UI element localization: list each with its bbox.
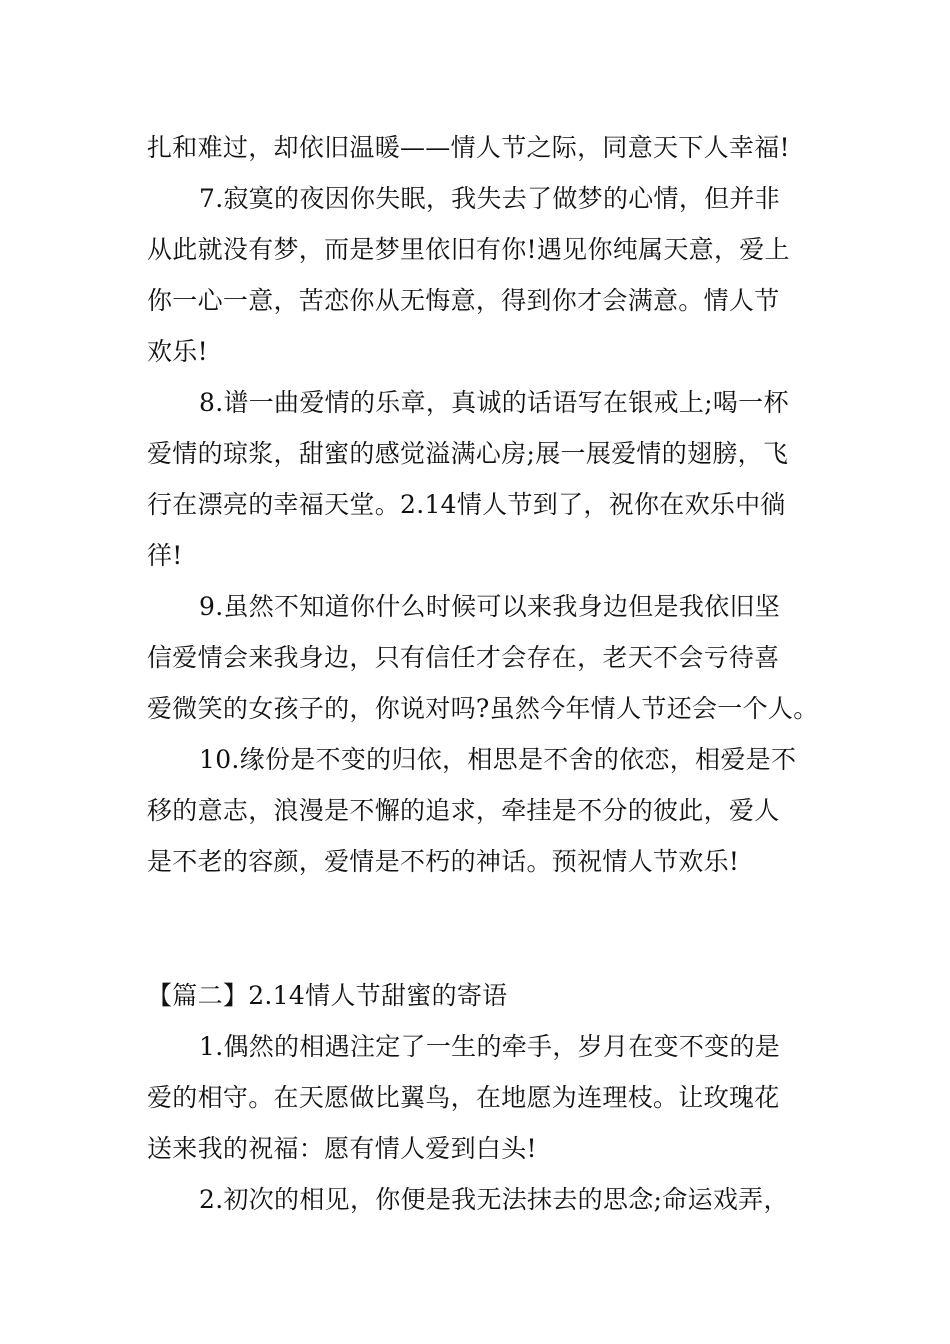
paragraph-line: 9.虽然不知道你什么时候可以来我身边但是我依旧坚 — [199, 592, 781, 621]
paragraph-line: 欢乐! — [147, 337, 208, 366]
paragraph-line: 徉! — [147, 541, 183, 570]
paragraph-line: 爱的相守。在天愿做比翼鸟，在地愿为连理枝。让玫瑰花 — [147, 1083, 780, 1112]
paragraph-line: 送来我的祝福：愿有情人爱到白头! — [147, 1134, 537, 1163]
paragraph-line: 爱情的琼浆，甜蜜的感觉溢满心房;展一展爱情的翅膀，飞 — [147, 439, 789, 468]
paragraph-line: 爱微笑的女孩子的，你说对吗?虽然今年情人节还会一个人。 — [147, 694, 819, 723]
section-heading: 【篇二】2.14情人节甜蜜的寄语 — [147, 981, 508, 1010]
paragraph-line: 2.初次的相见，你便是我无法抹去的思念;命运戏弄， — [199, 1185, 789, 1214]
paragraph-line: 移的意志，浪漫是不懈的追求，牵挂是不分的彼此，爱人 — [147, 796, 780, 825]
paragraph-line: 1.偶然的相遇注定了一生的牵手，岁月在变不变的是 — [199, 1032, 781, 1061]
paragraph-line: 信爱情会来我身边，只有信任才会存在，老天不会亏待喜 — [147, 643, 780, 672]
paragraph-line: 8.谱一曲爱情的乐章，真诚的话语写在银戒上;喝一杯 — [199, 388, 789, 417]
section-two — [147, 970, 807, 1225]
paragraph-line: 行在漂亮的幸福天堂。2.14情人节到了，祝你在欢乐中徜 — [147, 490, 786, 519]
paragraph-line: 你一心一意，苦恋你从无悔意，得到你才会满意。情人节 — [147, 286, 780, 315]
section-one-body — [147, 122, 819, 887]
paragraph-line: 7.寂寞的夜因你失眠，我失去了做梦的心情，但并非 — [199, 184, 781, 213]
paragraph-line: 10.缘份是不变的归依，相思是不舍的依恋，相爱是不 — [199, 745, 797, 774]
paragraph-line: 是不老的容颜，爱情是不朽的神话。预祝情人节欢乐! — [147, 847, 740, 876]
paragraph-line: 从此就没有梦，而是梦里依旧有你!遇见你纯属天意，爱上 — [147, 235, 790, 264]
paragraph-line: 扎和难过，却依旧温暖——情人节之际，同意天下人幸福! — [147, 133, 790, 162]
